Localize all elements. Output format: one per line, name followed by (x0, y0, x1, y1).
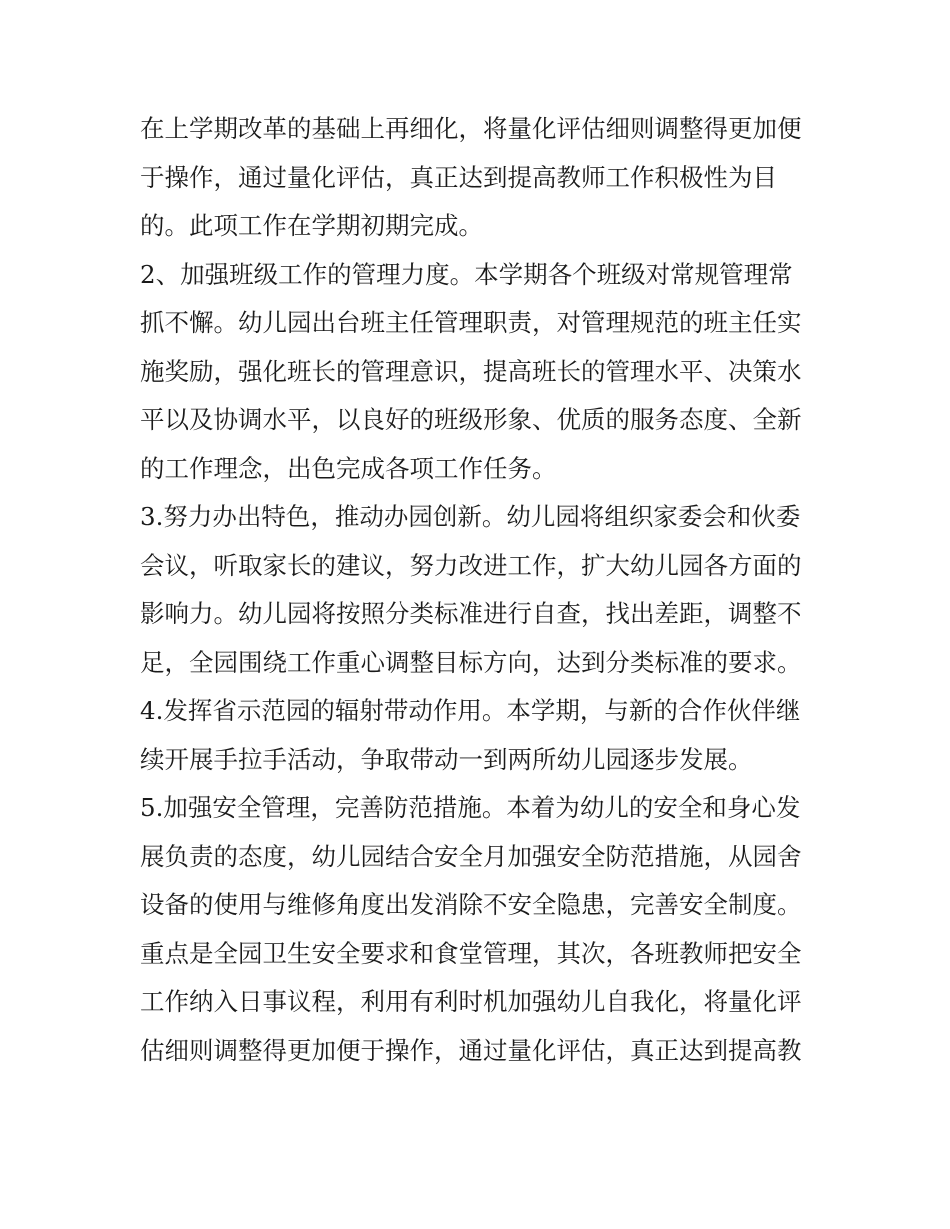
text-line-12: 足，全园围绕工作重心调整目标方向，达到分类标准的要求。 (140, 647, 802, 677)
text-line-19: 工作纳入日事议程，利用有利时机加强幼儿自我化，将量化评 (140, 987, 802, 1016)
body-text (140, 105, 820, 1075)
text-line-7: 平以及协调水平，以良好的班级形象、优质的服务态度、全新 (140, 405, 802, 434)
text-line-11: 影响力。幼儿园将按照分类标准进行自查，找出差距，调整不 (140, 599, 802, 628)
text-line-20: 估细则调整得更加便于操作，通过量化评估，真正达到提高教 (140, 1035, 802, 1065)
text-line-18: 重点是全园卫生安全要求和食堂管理，其次，各班教师把安全 (140, 938, 802, 968)
text-line-16: 展负责的态度，幼儿园结合安全月加强安全防范措施，从园舍 (140, 841, 802, 871)
text-line-6: 施奖励，强化班长的管理意识，提高班长的管理水平、决策水 (140, 356, 802, 386)
text-line-4: 2、加强班级工作的管理力度。本学期各个班级对常规管理常 (140, 259, 793, 289)
text-line-9: 3.努力办出特色，推动办园创新。幼儿园将组织家委会和伙委 (140, 502, 801, 531)
text-line-8: 的工作理念，出色完成各项工作任务。 (140, 453, 557, 483)
text-line-3: 的。此项工作在学期初期完成。 (140, 211, 483, 240)
text-line-5: 抓不懈。幼儿园出台班主任管理职责，对管理规范的班主任实 (140, 308, 802, 337)
text-line-1: 在上学期改革的基础上再细化，将量化评估细则调整得更加便 (140, 114, 802, 143)
text-line-17: 设备的使用与维修角度出发消除不安全隐患，完善安全制度。 (140, 890, 802, 919)
text-line-15: 5.加强安全管理，完善防范措施。本着为幼儿的安全和身心发 (140, 793, 801, 822)
text-line-13: 4.发挥省示范园的辐射带动作用。本学期，与新的合作伙伴继 (140, 696, 801, 725)
text-line-10: 会议，听取家长的建议，努力改进工作，扩大幼儿园各方面的 (140, 550, 802, 580)
text-line-14: 续开展手拉手活动，争取带动一到两所幼儿园逐步发展。 (140, 744, 753, 774)
text-line-2: 于操作，通过量化评估，真正达到提高教师工作积极性为目 (140, 162, 777, 192)
